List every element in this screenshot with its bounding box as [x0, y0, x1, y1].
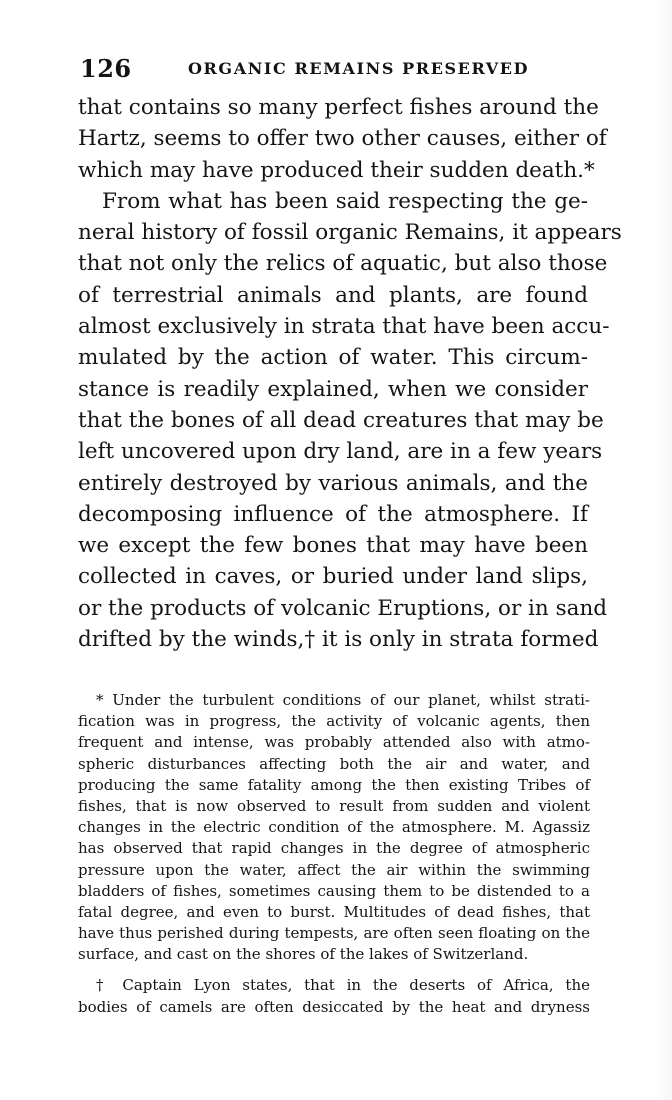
main-text — [78, 92, 622, 655]
body-line: left uncovered upon dry land, are in a few years — [78, 439, 603, 465]
footnote-line: have thus perished during tempests, are often seen floating on the — [78, 924, 590, 943]
body-line: that contains so many perfect fishes around the — [78, 95, 599, 120]
body-line: neral history of fossil organic Remains, it appears — [78, 220, 622, 246]
footnote-line: fishes, that is now observed to result from sudden and violent — [78, 796, 590, 815]
body-line: collected in caves, or buried under land slips, — [78, 564, 588, 590]
body-line: or the products of volcanic Eruptions, or in sand — [78, 595, 608, 621]
footnote-line: changes in the electric condition of the atmosphere. M. Agassiz — [78, 818, 590, 837]
footnote-line: bodies of camels are often desiccated by the heat and dryness — [78, 997, 590, 1016]
footnote-line: bladders of fishes, sometimes causing them to be distended to a — [78, 881, 590, 900]
footnote-line: frequent and intense, was probably attended also with atmo- — [78, 733, 590, 752]
footnote-line: has observed that rapid changes in the degree of atmospheric — [78, 839, 590, 858]
footnote-line: surface, and cast on the shores of the lakes of Switzerland. — [78, 945, 529, 964]
footnote-line: * Under the turbulent conditions of our planet, whilst strati- — [96, 691, 590, 709]
body-line: From what has been said respecting the ge- — [102, 188, 588, 214]
footnote-line: fatal degree, and even to burst. Multitudes of dead fishes, that — [78, 902, 590, 921]
body-line: that not only the relics of aquatic, but also those — [78, 251, 608, 277]
footnotes — [78, 690, 590, 1018]
body-line: we except the few bones that may have been — [78, 533, 588, 559]
footnote-line: † Captain Lyon states, that in the deserts of Africa, the — [96, 976, 590, 995]
body-line: decomposing influence of the atmosphere. If — [78, 501, 588, 527]
body-line: entirely destroyed by various animals, and the — [78, 470, 588, 496]
body-line: stance is readily explained, when we consider — [78, 376, 588, 402]
body-line: that the bones of all dead creatures that may be — [78, 407, 604, 433]
footnote-line: fication was in progress, the activity of volcanic agents, then — [78, 712, 590, 731]
footnote-dagger — [78, 975, 590, 1017]
page-number: 126 — [80, 54, 132, 83]
body-line: drifted by the winds,† it is only in strata formed — [78, 627, 599, 653]
running-title: ORGANIC REMAINS PRESERVED — [188, 59, 530, 78]
page-edge-shadow — [654, 0, 672, 1100]
running-head — [80, 54, 600, 82]
body-line: of terrestrial animals and plants, are found — [78, 282, 588, 308]
footnote-line: pressure upon the water, affect the air within the swimming — [78, 860, 590, 879]
body-line: almost exclusively in strata that have been accu- — [78, 314, 610, 340]
body-line: Hartz, seems to offer two other causes, either of — [78, 126, 607, 152]
footnote-gap — [78, 965, 590, 975]
footnote-asterisk — [78, 690, 590, 965]
footnote-line: spheric disturbances affecting both the air and water, and — [78, 754, 590, 773]
body-line: which may have produced their sudden death.* — [78, 157, 595, 183]
body-line: mulated by the action of water. This circum- — [78, 345, 588, 371]
footnote-line: producing the same fatality among the then existing Tribes of — [78, 775, 590, 794]
